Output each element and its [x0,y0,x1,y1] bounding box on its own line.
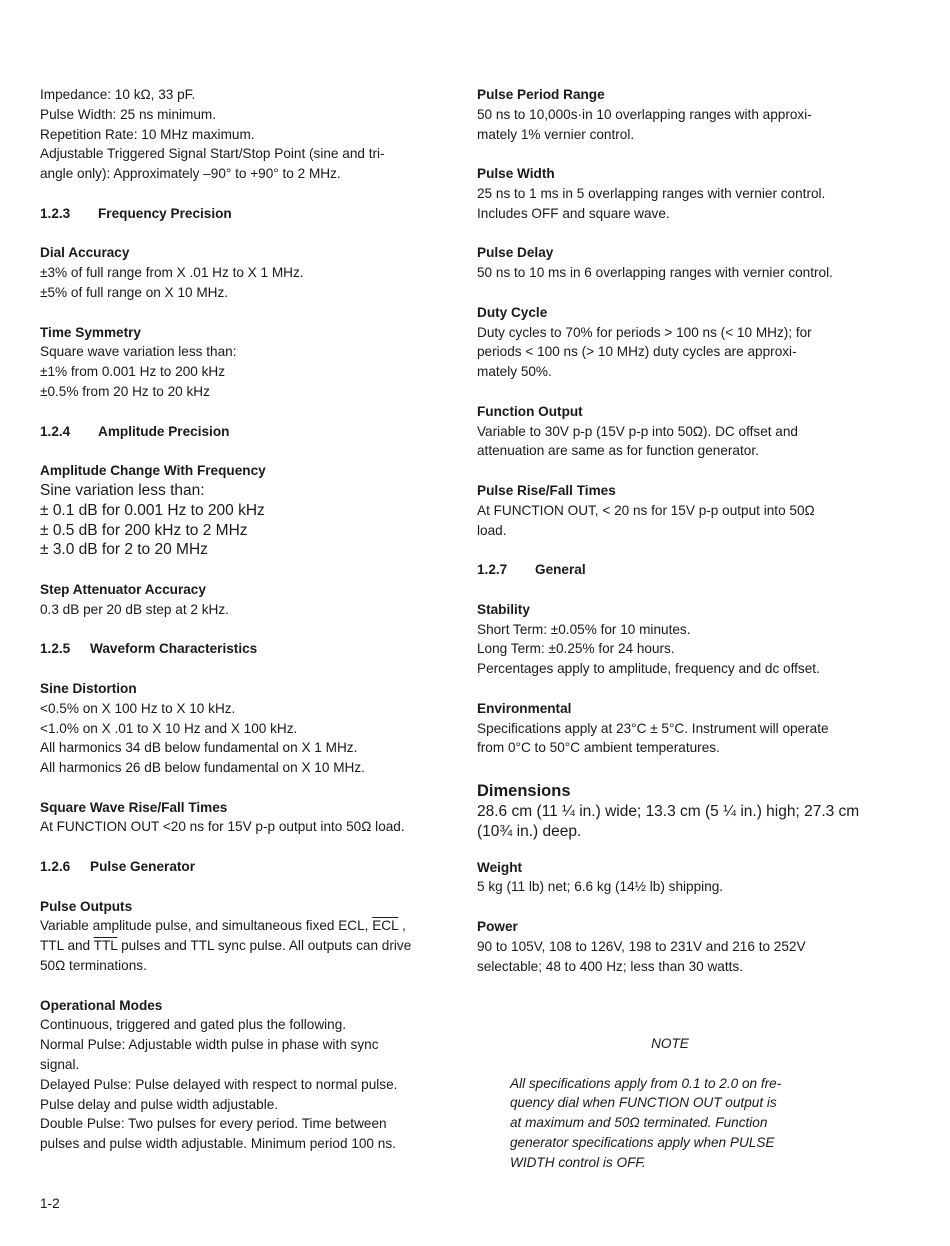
spec-line: mately 50%. [477,364,552,380]
section-heading-1-2-6: 1.2.6 Pulse Generator [40,859,196,875]
spec-line: Impedance: 10 kΩ, 33 pF. [40,87,196,102]
spec-line: (10¾ in.) deep. [477,822,582,840]
spec-line: signal. [40,1057,80,1073]
spec-line: Repetition Rate: 10 MHz maximum. [40,126,255,142]
ecl-complement-label: $\overline{ECL}$ [372,918,399,934]
spec-line: Pulse Width: 25 ns minimum. [40,106,217,122]
spec-line: Normal Pulse: Adjustable width pulse in phase with sync [40,1037,379,1053]
spec-line: Square wave variation less than: [40,344,237,360]
spec-line: All harmonics 26 dB below fundamental on X 10 MHz. [40,760,365,776]
spec-line: 90 to 105V, 108 to 126V, 198 to 231V and 216 to 252V [477,938,806,954]
sine-distortion-heading: Sine Distortion [40,680,137,696]
spec-line: selectable; 48 to 400 Hz; less than 30 watts. [477,958,743,974]
spec-line: Sine variation less than: [40,481,205,499]
note-line: quency dial when FUNCTION OUT output is [510,1095,777,1111]
spec-line: Specifications apply at 23°C ± 5°C. Instrument will operate [477,720,829,736]
spec-line: 28.6 cm (11 ¼ in.) wide; 13.3 cm (5 ¼ in.) high; 27.3 cm [477,803,860,821]
pulse-period-heading: Pulse Period Range [477,87,605,102]
spec-line: <1.0% on X .01 to X 10 Hz and X 100 kHz. [40,720,298,736]
spec-line: attenuation are same as for function generator. [477,443,759,459]
pulse-rise-fall-heading: Pulse Rise/Fall Times [477,482,616,498]
spec-line: load. [477,522,507,538]
spec-line: Includes OFF and square wave. [477,205,670,221]
spec-line: mately 1% vernier control. [477,126,635,142]
spec-line: Percentages apply to amplitude, frequency and dc offset. [477,661,820,677]
spec-line: periods < 100 ns (> 10 MHz) duty cycles are approxi- [477,344,797,360]
spec-line: ±0.5% from 20 Hz to 20 kHz [40,383,210,399]
pulse-width-heading: Pulse Width [477,166,555,182]
spec-line: ± 3.0 dB for 2 to 20 MHz [40,541,208,559]
right-column [477,85,877,976]
spec-line: 5 kg (11 lb) net; 6.6 kg (14½ lb) shipping. [477,879,724,895]
spec-line: Variable to 30V p-p (15V p-p into 50Ω). DC offset and [477,423,798,439]
spec-line: At FUNCTION OUT, < 20 ns for 15V p-p output into 50Ω [477,502,815,518]
spec-line: ±1% from 0.001 Hz to 200 kHz [40,364,226,380]
spec-line: pulses and pulse width adjustable. Minimum period 100 ns. [40,1136,396,1152]
function-output-heading: Function Output [477,403,583,419]
spec-line: ± 0.5 dB for 200 kHz to 2 MHz [40,521,248,539]
spec-line: 25 ns to 1 ms in 5 overlapping ranges with vernier control. [477,185,826,201]
spec-line: ±3% of full range from X .01 Hz to X 1 MHz. [40,265,304,281]
spec-line: Long Term: ±0.25% for 24 hours. [477,641,675,657]
step-attenuator-heading: Step Attenuator Accuracy [40,581,206,597]
note-box [510,1034,840,1173]
note-title: NOTE [651,1036,689,1051]
spec-line: TTL and $\overline{TTL}$ pulses and TTL sync pulse. All outputs can drive [40,938,412,954]
amplitude-change-heading: Amplitude Change With Frequency [40,463,266,479]
duty-cycle-heading: Duty Cycle [477,304,548,320]
intro-specs [40,85,440,184]
spec-line: 50 ns to 10,000s·in 10 overlapping ranges with approxi- [477,106,812,122]
section-heading-1-2-5: 1.2.5 Waveform Characteristics [40,641,258,657]
operational-modes-heading: Operational Modes [40,997,163,1013]
environmental-heading: Environmental [477,700,572,716]
spec-line: All harmonics 34 dB below fundamental on X 1 MHz. [40,740,358,756]
note-line: All specifications apply from 0.1 to 2.0 on fre- [510,1075,782,1091]
weight-heading: Weight [477,859,523,875]
section-heading-1-2-3: 1.2.3 Frequency Precision [40,205,232,221]
spec-line: 50 ns to 10 ms in 6 overlapping ranges with vernier control. [477,265,833,281]
spec-line: Duty cycles to 70% for periods > 100 ns (< 10 MHz); for [477,324,812,340]
note-line: generator specifications apply when PULSE [510,1134,775,1150]
spec-line: 0.3 dB per 20 dB step at 2 kHz. [40,601,229,617]
spec-line: ±5% of full range on X 10 MHz. [40,284,229,300]
dial-accuracy-heading: Dial Accuracy [40,245,130,261]
left-column [40,85,440,1154]
spec-line: Adjustable Triggered Signal Start/Stop Point (sine and tri- [40,146,385,162]
page-number: 1-2 [40,1196,60,1211]
spec-line: 50Ω terminations. [40,958,147,974]
dimensions-heading: Dimensions [477,782,571,801]
square-wave-heading: Square Wave Rise/Fall Times [40,799,228,815]
note-line: at maximum and 50Ω terminated. Function [510,1115,768,1131]
power-heading: Power [477,919,518,935]
spec-line: Delayed Pulse: Pulse delayed with respect to normal pulse. [40,1076,398,1092]
pulse-outputs-heading: Pulse Outputs [40,898,133,914]
spec-line: ± 0.1 dB for 0.001 Hz to 200 kHz [40,501,265,519]
spec-line: angle only): Approximately –90° to +90° to 2 MHz. [40,166,341,182]
spec-line: Double Pulse: Two pulses for every period. Time between [40,1116,387,1132]
pulse-delay-heading: Pulse Delay [477,245,554,261]
spec-line: <0.5% on X 100 Hz to X 10 kHz. [40,700,236,716]
spec-line: Variable amplitude pulse, and simultaneous fixed ECL, $\overline{ECL}$ , [40,918,406,934]
spec-line: from 0°C to 50°C ambient temperatures. [477,740,720,756]
section-heading-1-2-7: 1.2.7 General [477,562,586,578]
spec-line: Pulse delay and pulse width adjustable. [40,1096,279,1112]
section-heading-1-2-4: 1.2.4 Amplitude Precision [40,423,230,439]
spec-line: At FUNCTION OUT <20 ns for 15V p-p output into 50Ω load. [40,819,405,835]
stability-heading: Stability [477,601,530,617]
ttl-complement-label: $\overline{TTL}$ [93,938,118,954]
spec-line: Short Term: ±0.05% for 10 minutes. [477,621,691,637]
note-line: WIDTH control is OFF. [510,1154,646,1170]
time-symmetry-heading: Time Symmetry [40,324,141,340]
spec-line: Continuous, triggered and gated plus the following. [40,1017,347,1033]
